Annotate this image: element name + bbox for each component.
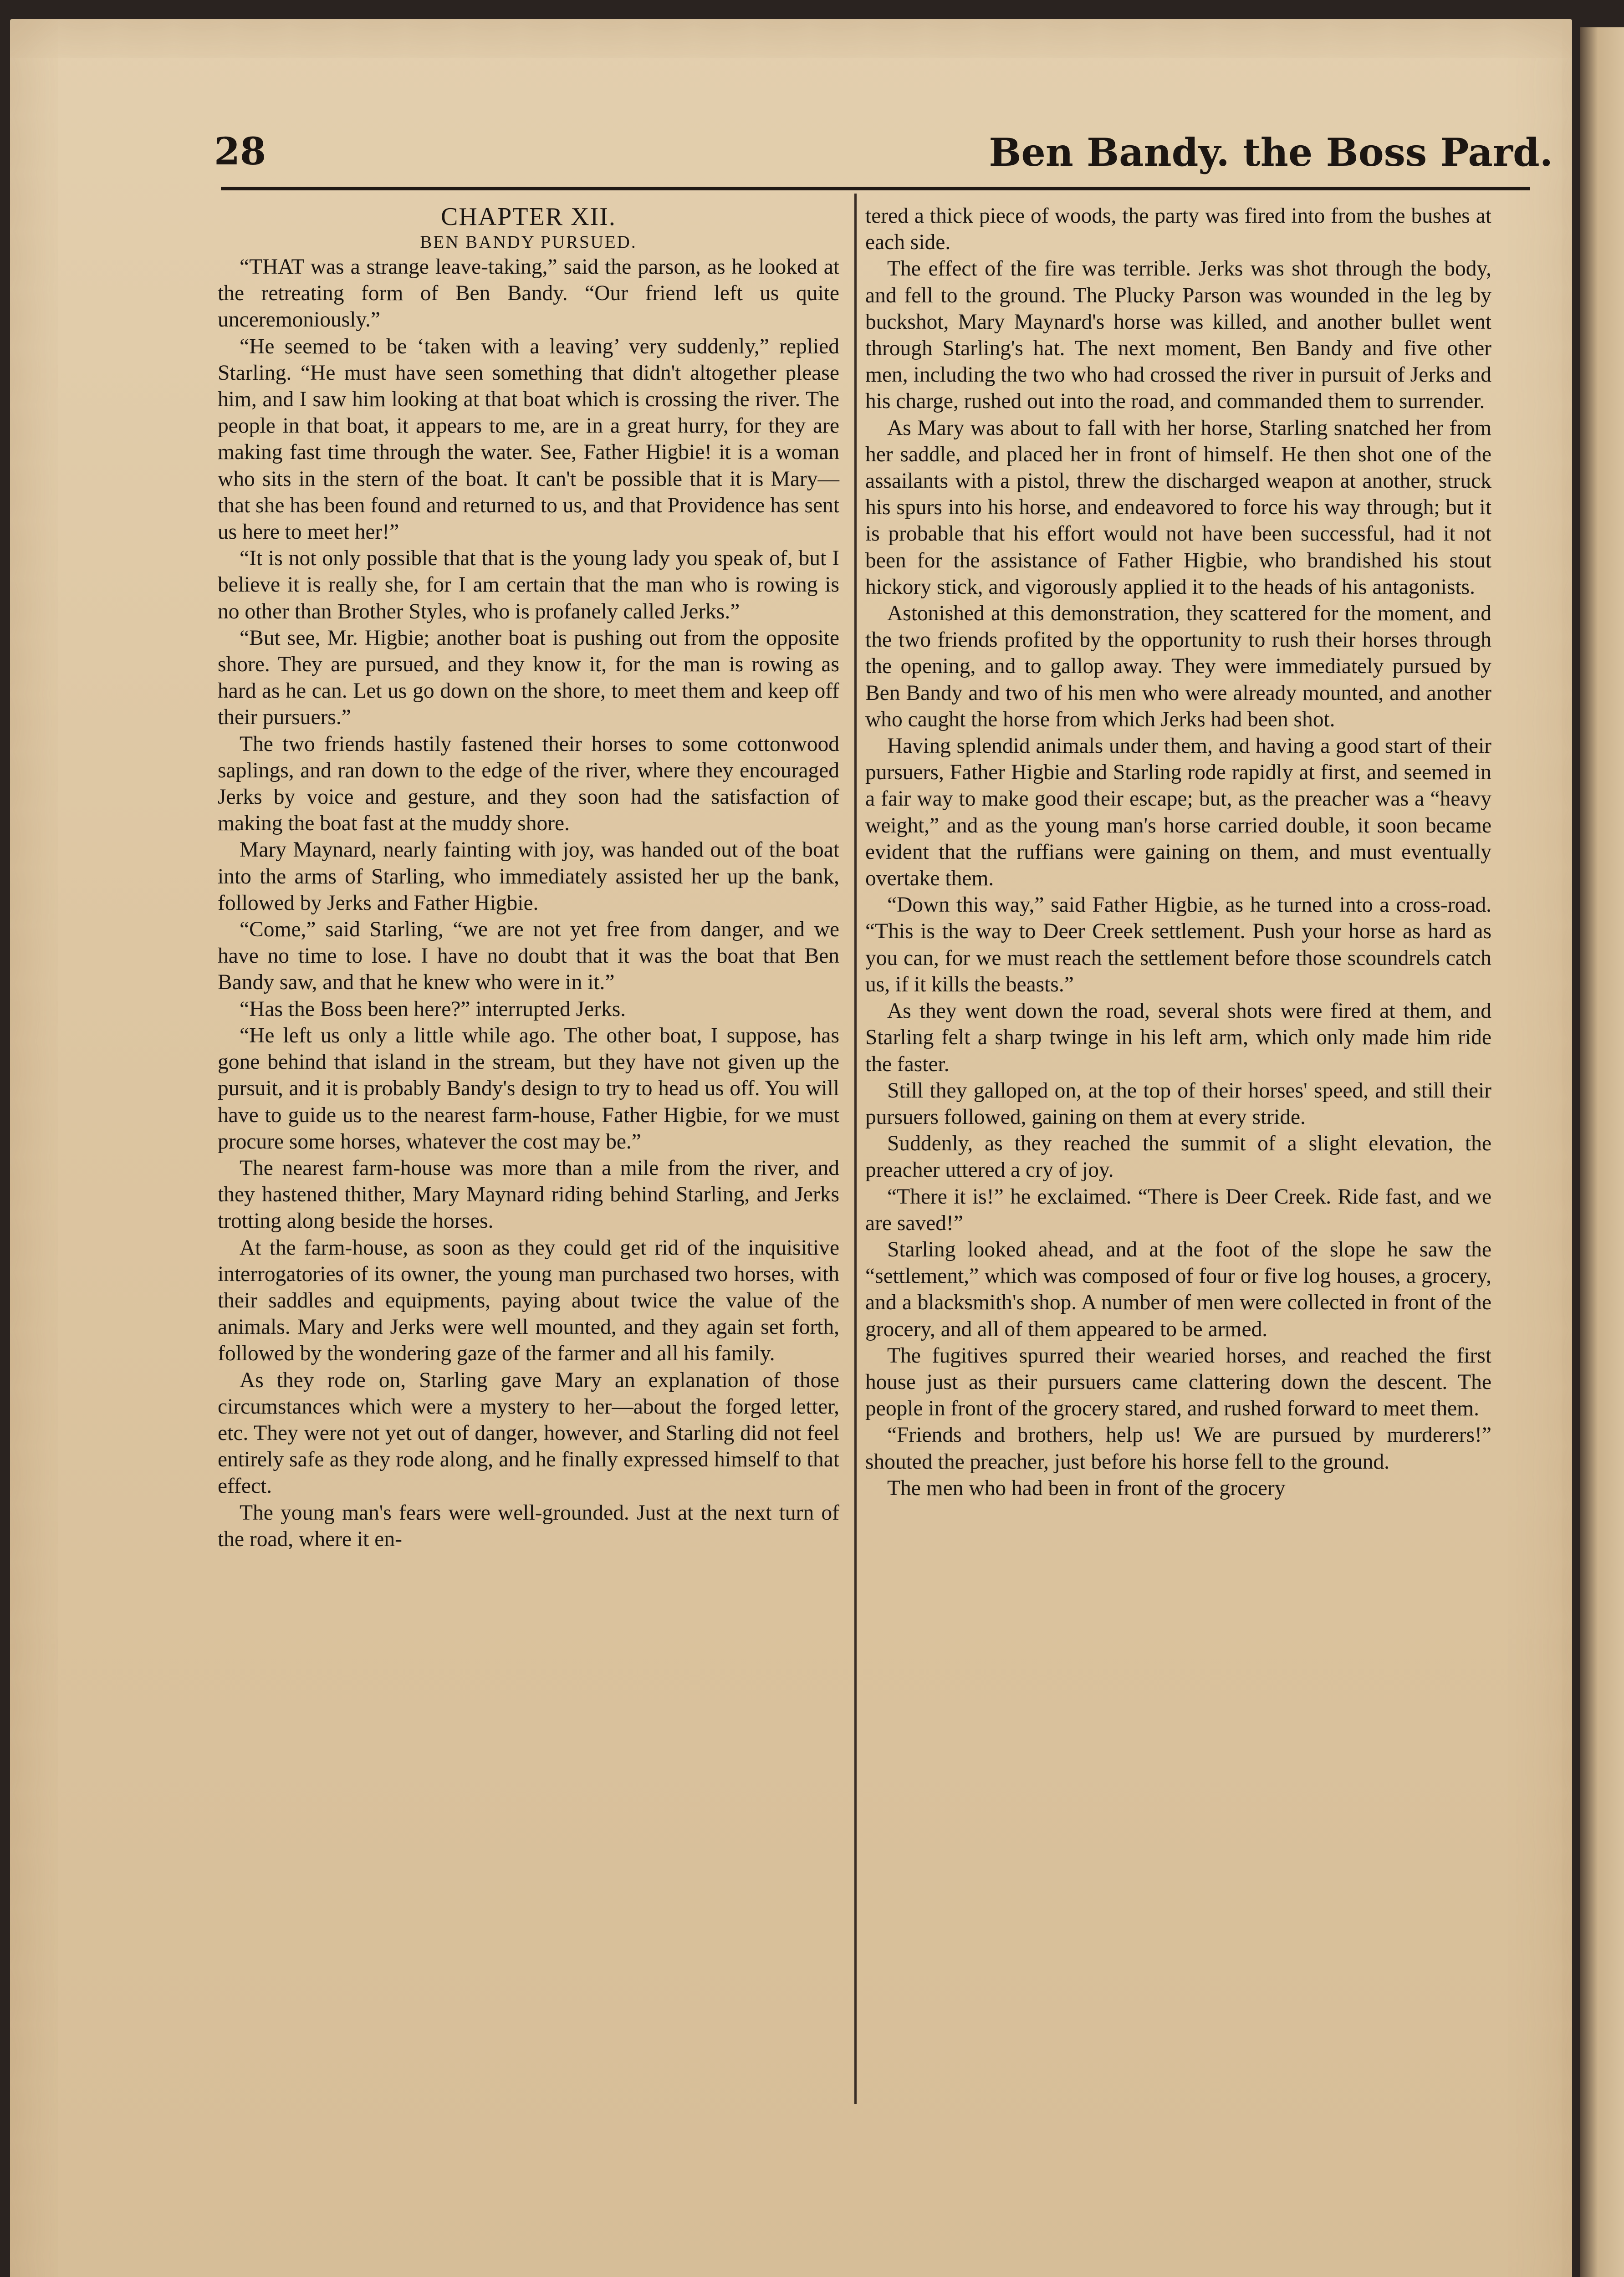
paragraph: The men who had been in front of the grocery (887, 1476, 1286, 1500)
paragraph: Mary Maynard, nearly fainting with joy, was handed out of the boat into the arms of Starling, who immediately assisted her up the bank, followed by Jerks and Father Higbie. (218, 838, 839, 915)
paragraph: The fugitives spurred their wearied horses, and reached the first house just as their pursuers came clattering down the descent. The people in front of the grocery stared, and rushed forward to meet them. (865, 1343, 1491, 1421)
paragraph: “It is not only possible that that is the young lady you speak of, but I believe it is really she, for I am certain that the man who is rowing is no other than Brother Styles, who is profanely called Jerks.” (218, 546, 839, 623)
paragraph: “He left us only a little while ago. The other boat, I suppose, has gone behind that island in the stream, but they have not given up the pursuit, and it is probably Bandy's design to try to head us off. You will have to guide us to the nearest farm-house, Father Higbie, for we must procure some horses, whatever the cost may be.” (218, 1023, 839, 1154)
paragraph: Having splendid animals under them, and having a good start of their pursuers, Father Higbie and Starling rode rapidly at first, and seemed in a fair way to make good their escape; but, as the preacher was a “heavy weight,” and as the young man's horse carried double, it soon became evident that the ruffians were gaining on them, and must eventually overtake them. (865, 734, 1491, 891)
paragraph: “But see, Mr. Higbie; another boat is pushing out from the opposite shore. They are pursued, and they know it, for the man is rowing as hard as he can. Let us go down on the shore, to meet them and keep off their pursuers.” (218, 626, 839, 730)
paragraph: The nearest farm-house was more than a mile from the river, and they hastened thither, Mary Maynard riding behind Starling, and Jerks trotting along beside the horses. (218, 1156, 839, 1233)
paragraph: Starling looked ahead, and at the foot of the slope he saw the “settlement,” which was composed of four or five log houses, a grocery, and a blacksmith's shop. A number of men were collected in front of the grocery, and all of them appeared to be armed. (865, 1237, 1491, 1341)
left-column (218, 203, 839, 1552)
paragraph: Suddenly, as they reached the summit of a slight elevation, the preacher uttered a cry of joy. (865, 1132, 1491, 1182)
paragraph: “Friends and brothers, help us! We are pursued by murderers!” shouted the preacher, just before his horse fell to the ground. (865, 1423, 1491, 1474)
paragraph-continued: tered a thick piece of woods, the party was fired into from the bushes at each side. (865, 204, 1491, 255)
column-divider (854, 194, 857, 2104)
chapter-subtitle: BEN BANDY PURSUED. (420, 232, 637, 252)
paragraph: “There it is!” he exclaimed. “There is Deer Creek. Ride fast, and we are saved!” (865, 1184, 1491, 1235)
paragraph: “Come,” said Starling, “we are not yet free from danger, and we have no time to lose. I have no doubt that it was the boat that Ben Bandy saw, and that he knew who were in it.” (218, 918, 839, 995)
page-header (214, 130, 1553, 180)
paragraph: Astonished at this demonstration, they scattered for the moment, and the two friends profited by the opportunity to rush their horses through the opening, and to gallop away. They were immediately pursued by Ben Bandy and two of his men who were already mounted, and another who caught the horse from which Jerks had been shot. (865, 602, 1491, 731)
paragraph: “Down this way,” said Father Higbie, as he turned into a cross-road. “This is the way to Deer Creek settlement. Push your horse as hard as you can, for we must reach the settlement before those scoundrels catch us, if it kills the beasts.” (865, 893, 1491, 996)
paragraph: As they went down the road, several shots were fired at them, and Starling felt a sharp twinge in his left arm, which only made him ride the faster. (865, 999, 1491, 1076)
facing-page-edge (1580, 27, 1624, 2277)
paragraph: “Has the Boss been here?” interrupted Jerks. (240, 997, 626, 1021)
paragraph: As Mary was about to fall with her horse, Starling snatched her from her saddle, and placed her in front of himself. He then shot one of the assailants with a pistol, threw the discharged weapon at another, struck his spurs into his horse, and endeavored to force his way through; but it is probable that his effort would not have been successful, had it not been for the assistance of Father Higbie, who brandished his stout hickory stick, and vigorously applied it to the heads of his antagonists. (865, 416, 1491, 599)
right-column (865, 203, 1491, 1501)
paragraph: The effect of the fire was terrible. Jerks was shot through the body, and fell to the ground. The Plucky Parson was wounded in the leg by buckshot, Mary Maynard's horse was killed, and another bullet went through Starling's hat. The next moment, Ben Bandy and five other men, including the two who had crossed the river in pursuit of Jerks and his charge, rushed out into the road, and commanded them to surrender. (865, 257, 1491, 414)
paragraph: The young man's fears were well-grounded. Just at the next turn of the road, where it en- (218, 1501, 839, 1551)
paragraph: “He seemed to be ‘taken with a leaving’ very suddenly,” replied Starling. “He must have seen something that didn't altogether please him, and I saw him looking at that boat which is crossing the river. The people in that boat, it appears to me, are in a great hurry, for they are making fast time through the water. See, Father Higbie! it is a woman who sits in the stern of the boat. It can't be possible that it is Mary—that she has been found and returned to us, and that Providence has sent us here to meet her!” (218, 334, 839, 544)
running-title: Ben Bandy. the Boss Pard. (989, 130, 1553, 175)
paragraph: Still they galloped on, at the top of their horses' speed, and still their pursuers followed, gaining on them at every stride. (865, 1078, 1491, 1129)
chapter-title: CHAPTER XII. (441, 203, 616, 231)
header-rule (221, 187, 1530, 190)
paragraph: The two friends hastily fastened their horses to some cottonwood saplings, and ran down to the edge of the river, where they encouraged Jerks by voice and gesture, and they soon had the satisfaction of making the boat fast at the muddy shore. (218, 732, 839, 836)
page-number: 28 (214, 130, 266, 174)
paragraph: At the farm-house, as soon as they could get rid of the inquisitive interrogatories of its owner, the young man purchased two horses, with their saddles and equipments, paying about twice the value of the animals. Mary and Jerks were well mounted, and they again set forth, followed by the wondering gaze of the farmer and all his family. (218, 1236, 839, 1366)
paragraph: “THAT was a strange leave-taking,” said the parson, as he looked at the retreating form of Ben Bandy. “Our friend left us quite unceremoniously.” (218, 255, 839, 332)
paragraph: As they rode on, Starling gave Mary an explanation of those circumstances which were a mystery to her—about the forged letter, etc. They were not yet out of danger, however, and Starling did not feel entirely safe as they rode along, and he finally expressed himself to that effect. (218, 1368, 839, 1498)
